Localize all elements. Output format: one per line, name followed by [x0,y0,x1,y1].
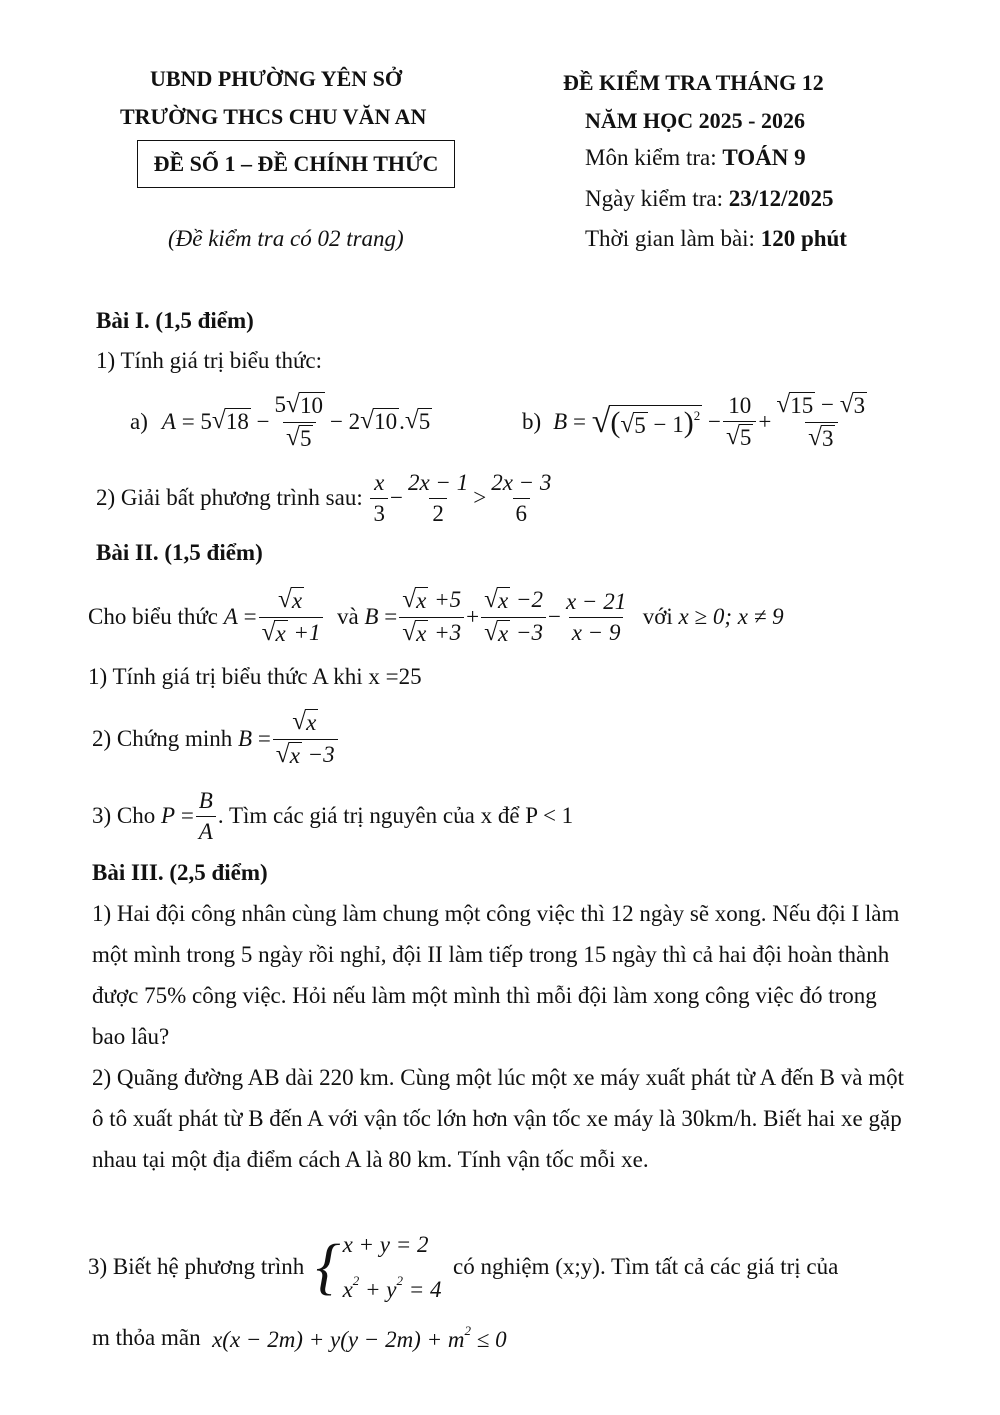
subject-line [585,145,806,171]
official-exam-box: ĐỀ SỐ 1 – ĐỀ CHÍNH THỨC [137,140,455,188]
section-3-q3-row [88,1230,838,1304]
subject-label: Môn kiểm tra: [585,145,717,170]
section-3-q1: 1) Hai đội công nhân cùng làm chung một công việc thì 12 ngày sẽ xong. Nếu đội I làm một mình trong 5 ngày rồi nghỉ, đội II làm tiếp trong 15 ngày thì cả hai đội hoàn thành được 75% công việc. Hỏi nếu làm một mình thì mỗi đội làm xong công việc đó trong bao lâu? [92,901,900,1049]
section-3-q3-pre: 3) Biết hệ phương trình [88,1254,305,1279]
section-3-q3-line2: m thỏa mãn $x(x - 2m) + y(y - 2m) + m^2 \le 0$ [92,1323,507,1352]
school-name: TRƯỜNG THCS CHU VĂN AN [120,104,427,129]
date-label: Ngày kiểm tra: [585,186,723,211]
equation-system: { x + y = 2 $x^2 + y^2 = 4$ [315,1231,442,1302]
and-word: và [336,604,359,629]
time-line [585,226,847,252]
section-2-q1: 1) Tính giá trị biểu thức A khi x =25 [88,664,422,689]
label-b: b) [522,409,542,434]
time-label: Thời gian làm bài: [585,226,755,251]
pages-note: (Đề kiểm tra có 02 trang) [168,226,404,251]
expressions-AB: Cho biểu thức A = √ x √ x +1 và B = √ x +5 √ x +3 + √ x −2 √ x −3 − $\frac{x - 21}{x - 9}$ với x ≥ 0; x ≠ 9 [88,585,784,646]
label-a: a) [130,409,148,434]
section-2-q3-pre: 3) Cho [92,803,156,828]
section-2-q3-post: . Tìm các giá trị nguyên của x để P < 1 [217,803,574,828]
section-3-q2: 2) Quãng đường AB dài 220 km. Cùng một lúc một xe máy xuất phát từ A đến B và một ô tô xuất phát từ B đến A với vận tốc lớn hơn vận tốc xe máy là 30km/h. Biết hai xe gặp nhau tại một địa điểm cách A là 80 km. Tính vận tốc mỗi xe. [92,1065,904,1172]
section-2-q3-row: 3) Cho P = $\frac{B}{A}$ . Tìm các giá trị nguyên của x để P < 1 [92,787,574,844]
authority-name: UBND PHƯỜNG YÊN SỞ [150,66,402,91]
section-1-q1: 1) Tính giá trị biểu thức: [96,348,323,373]
section-3-title: Bài III. (2,5 điểm) [92,860,268,885]
section-1-q2: 2) Giải bất phương trình sau: [96,485,363,510]
school-year: NĂM HỌC 2025 - 2026 [585,108,805,133]
with-word: với [642,604,673,629]
expression-b: b) B = √ ( √ 5 − 1)$^2$ − 10 √ 5 + √ 15 − √ 3 √ 3 [522,390,866,451]
expression-a: a) A = 5 √ 18 − 5 √ 10 √ 5 − 2 √ 10 . √ 5 [130,390,431,451]
subject-value: TOÁN 9 [722,145,806,170]
date-value: 23/12/2025 [728,186,834,211]
section-3-q3-m: m thỏa mãn [92,1325,201,1350]
date-line [585,186,834,212]
exam-title: ĐỀ KIỂM TRA THÁNG 12 [563,70,824,95]
domain-condition: x ≥ 0; x ≠ 9 [678,604,784,629]
section-2-q2: 2) Chứng minh [92,726,233,751]
time-value: 120 phút [760,226,847,251]
inequality-row: 2) Giải bất phương trình sau: $\frac{x}{3}$ − $\frac{2x - 1}{2}$ > $\frac{2x - 3}{6}$ [96,469,552,526]
section-3-q3-post: có nghiệm (x;y). Tìm tất cả các giá trị của [453,1254,839,1279]
section-2-intro: Cho biểu thức [88,604,219,629]
section-2-title: Bài II. (1,5 điểm) [96,540,263,565]
section-2-q2-row: 2) Chứng minh B = √ x √ x −3 [92,706,340,772]
section-1-title: Bài I. (1,5 điểm) [96,308,254,333]
